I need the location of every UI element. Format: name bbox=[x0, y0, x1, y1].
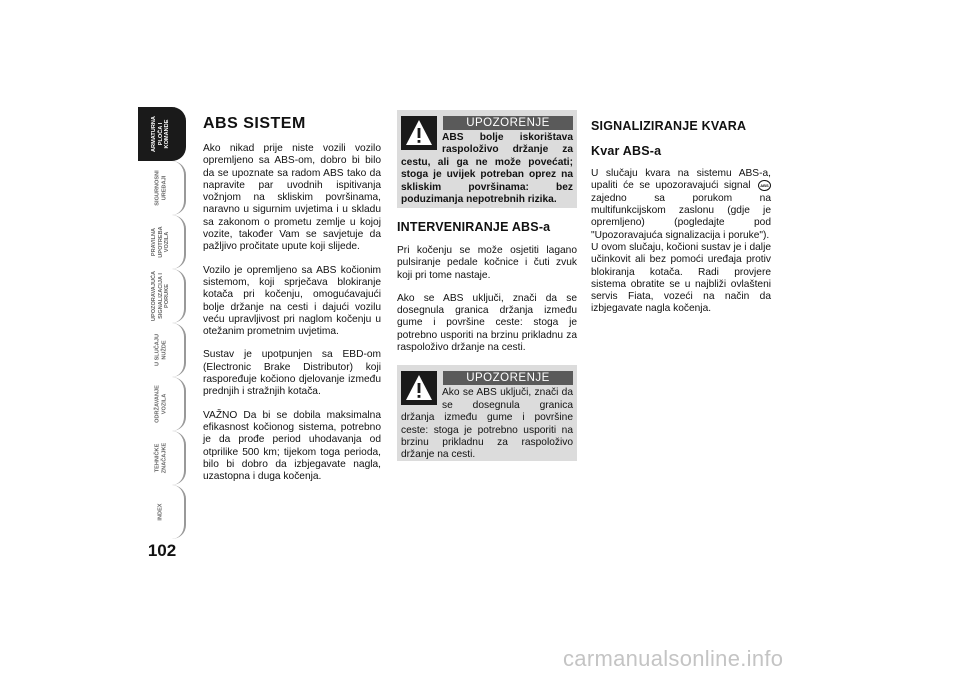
paragraph: VAŽNO Da bi se dobila maksimalna efikasnost kočionog sistema, potrebno je da prođe period uhodavanja od otprilike 500 km; tijekom toga perioda, bilo bi dobro da izbjegavate nagla, uzastopna i duga kočenja. bbox=[203, 409, 381, 483]
warning-header: UPOZORENJE bbox=[443, 116, 573, 130]
column-middle bbox=[397, 110, 577, 461]
paragraph-text: U slučaju kvara na sistemu ABS-a, upaliti će se upozoravajući signal bbox=[591, 168, 771, 192]
tab-label: ODRŽAVANJE VOZILA bbox=[154, 385, 167, 423]
paragraph: U ovom slučaju, kočioni sustav je i dalje učinkovit ali bez pomoći uređaja protiv blokiranja kotača. Radi provjere sistema obratite se u najbliži ovlašteni servis Fiata, vozeći na način da izbjegavate nagla kočenja. bbox=[591, 241, 771, 315]
tab-sigurnosni-uredaji[interactable] bbox=[138, 161, 186, 215]
paragraph: Ako nikad prije niste vozili vozilo opremljeno sa ABS-om, dobro bi bilo da se upoznate sa radom ABS tako da napravite par uvodnih ispitivanja vožnjom na skliskim površinama, naravno u sigurnim uvjetima i u skladu sa zakonom o prometu zemlje u kojoj vozite, također Vam se savjetuje da pažljivo pročitate upute koji slijede. bbox=[203, 143, 381, 253]
tab-label: U SLUČAJU NUŽDE bbox=[154, 334, 167, 367]
tab-odrzavanje-vozila[interactable] bbox=[138, 377, 186, 431]
tab-pravilna-upotreba[interactable] bbox=[138, 215, 186, 269]
column-right bbox=[591, 110, 771, 327]
paragraph: Vozilo je opremljeno sa ABS kočionim sistemom, koji sprječava blokiranje kotača pri kočenju, omogućavajući bolje držanje na cesti i dajući vozilu veću upravljivost pri naglom kočenju u otežanim prometnim uvjetima. bbox=[203, 264, 381, 338]
section-title: INTERVENIRANJE ABS-a bbox=[397, 220, 551, 234]
tab-label: SIGURNOSNI UREĐAJI bbox=[154, 170, 167, 206]
tab-armaturna-ploca[interactable] bbox=[138, 107, 186, 161]
warning-text: Ako se ABS uključi, znači da se dosegnula granica držanja između gume i površine ceste: stoga je potrebno usporiti na brzinu prikladnu za raspoloživo držanje na cesti. bbox=[401, 387, 573, 461]
tab-upozoravajuca-signalizacija[interactable] bbox=[138, 269, 186, 323]
paragraph: Ako se ABS uključi, znači da se dosegnula granica držanja između gume i površine ceste: stoga je potrebno usporiti na brzinu prikladnu za raspoloživo držanje na cesti. bbox=[397, 292, 577, 354]
warning-triangle-icon bbox=[401, 116, 437, 150]
tab-label: INDEX bbox=[157, 503, 164, 521]
page-number: 102 bbox=[147, 541, 177, 560]
paragraph: Pri kočenju se može osjetiti lagano pulsiranje pedale kočnice i čuti zvuk koji pri tome nastaje. bbox=[397, 245, 577, 281]
paragraph-text: zajedno sa porukom na multifunkcijskom zaslonu (gdje je opremljeno) (pogledajte pod "Upozoravajuća signalizacija i poruke"). bbox=[591, 192, 771, 241]
section-subtitle: Kvar ABS-a bbox=[591, 144, 662, 158]
paragraph bbox=[591, 168, 771, 242]
tab-label: UPOZORAVAJUĆA SIGNALIZACIJA I PORUKE bbox=[151, 270, 171, 322]
section-title: SIGNALIZIRANJE KVARA bbox=[591, 119, 747, 133]
abs-warning-icon: ABS bbox=[758, 180, 771, 191]
column-left bbox=[203, 110, 381, 494]
warning-triangle-icon bbox=[401, 371, 437, 405]
warning-box bbox=[397, 365, 577, 461]
tab-index[interactable] bbox=[138, 485, 186, 539]
tab-tehnicke-znacajke[interactable] bbox=[138, 431, 186, 485]
paragraph: Sustav je upotpunjen sa EBD-om (Electronic Brake Distributor) koji raspoređuje kočiono djelovanje između prednjih i stražnjih kotača. bbox=[203, 349, 381, 398]
tab-label: ARMATURNA PLOČA I KOMANDE bbox=[151, 116, 171, 152]
page-title: ABS SISTEM bbox=[203, 115, 306, 132]
warning-text: ABS bolje iskorištava raspoloživo držanje za cestu, ali ga ne može povećati; stoga je uvijek potreban oprez na skliskim površinama: bez poduzimanja nepotrebnih rizika. bbox=[401, 132, 573, 206]
tab-label: TEHNIČKE ZNAČAJKE bbox=[154, 442, 167, 474]
tab-label: PRAVILNA UPOTREBA VOZILA bbox=[151, 226, 171, 258]
tab-u-slucaju-nuzde[interactable] bbox=[138, 323, 186, 377]
warning-box bbox=[397, 110, 577, 208]
watermark: carmanualsonline.info bbox=[563, 646, 784, 671]
warning-header: UPOZORENJE bbox=[443, 371, 573, 385]
